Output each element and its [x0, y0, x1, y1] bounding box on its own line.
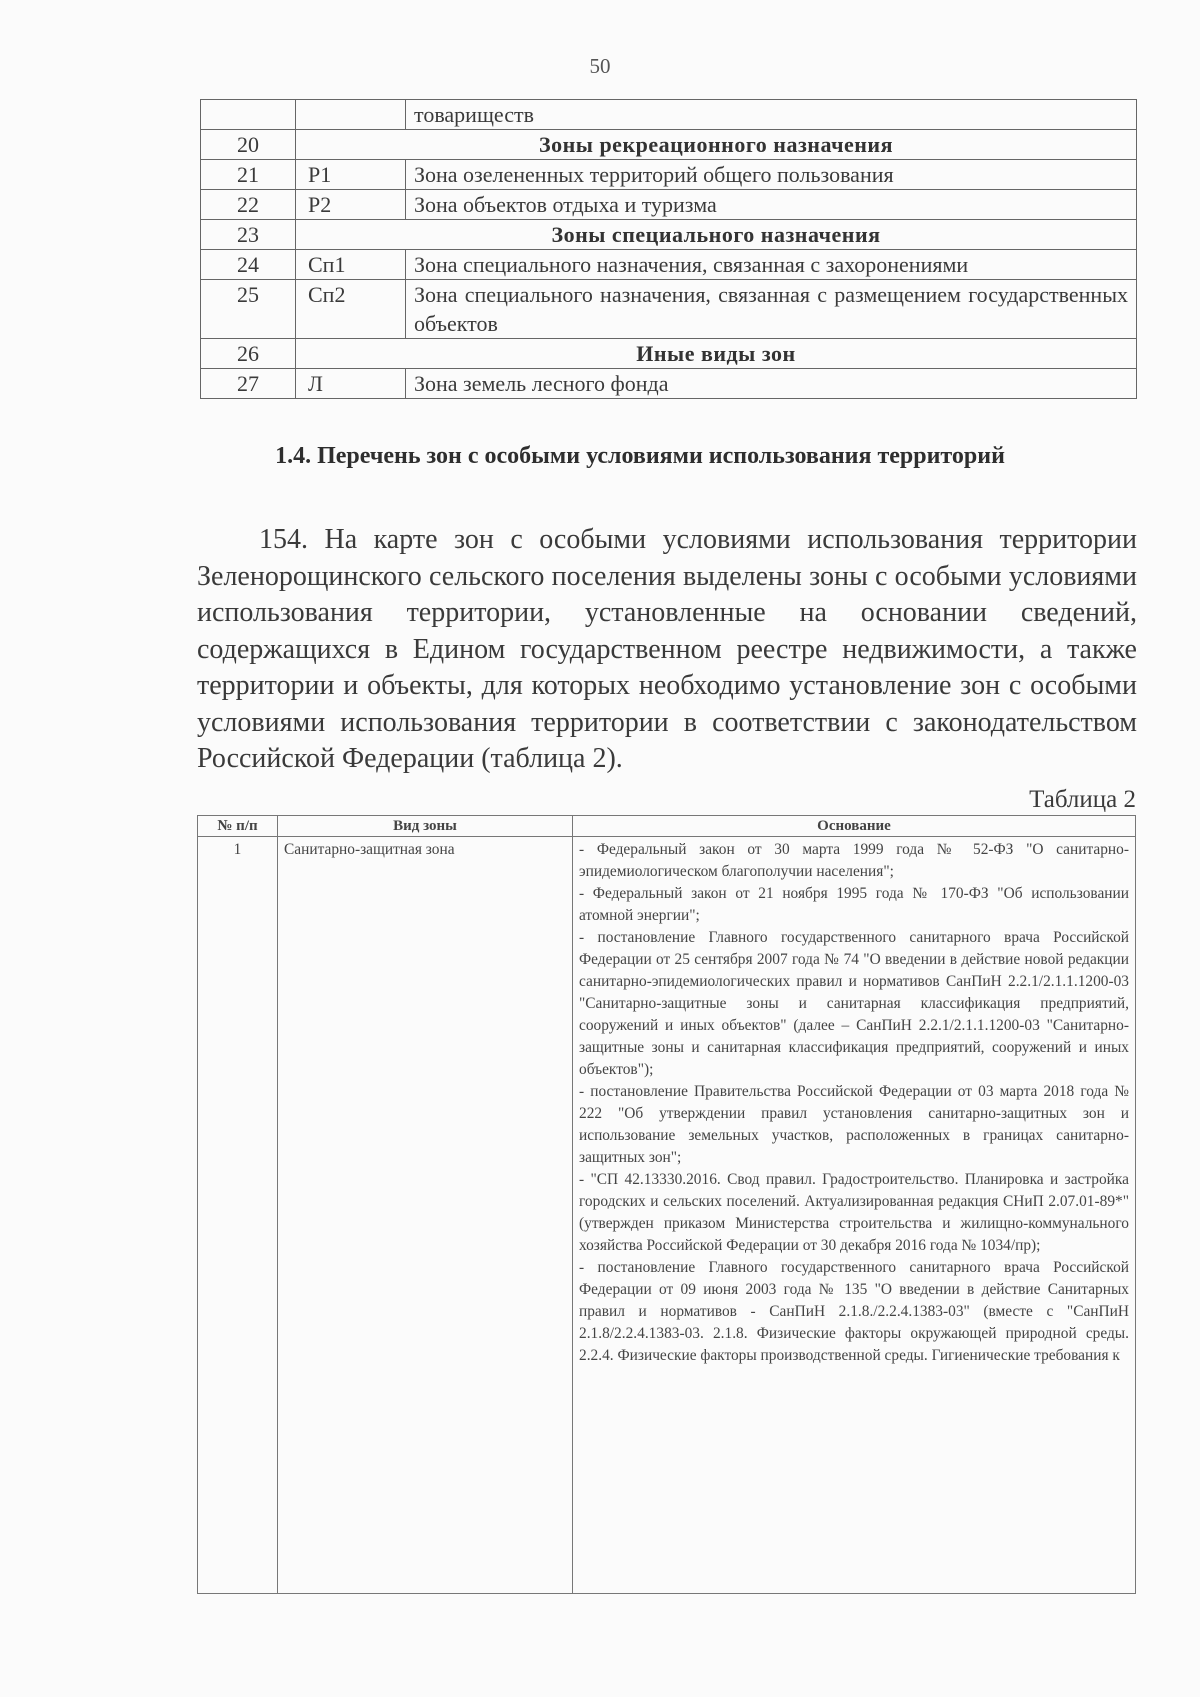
zone-number: 26 — [201, 339, 296, 369]
zone-code: Р2 — [296, 190, 406, 220]
zone-name: Зона земель лесного фонда — [406, 369, 1137, 399]
basis-item: - постановление Главного государственного санитарного врача Российской Федерации от 09 июня 2003 года № 135 "О введении в действие Санитарных правил и нормативов - СанПиН 2.1.8./2.2.4.1383-03" (вместе с "СанПиН 2.1.8/2.2.4.1383-03. 2.1.8. Физические факторы окружающей природной среды. 2.2.4. Физические факторы производственной среды. Гигиенические требования к — [579, 1259, 1129, 1364]
zone-type: Санитарно-защитная зона — [278, 837, 573, 1594]
zone-code: Сп1 — [296, 250, 406, 280]
zone-row — [201, 190, 1137, 220]
zone-number: 20 — [201, 130, 296, 160]
header-zone-type: Вид зоны — [278, 816, 573, 837]
basis-cell — [573, 837, 1136, 1594]
zone-number: 21 — [201, 160, 296, 190]
zone-number — [201, 100, 296, 130]
zone-code — [296, 100, 406, 130]
basis-item: - Федеральный закон от 30 марта 1999 года № 52-ФЗ "О санитарно-эпидемиологическом благополучии населения"; — [579, 841, 1129, 880]
table-header-row — [198, 816, 1136, 837]
zone-row — [201, 100, 1137, 130]
zone-code: Р1 — [296, 160, 406, 190]
basis-item: - Федеральный закон от 21 ноября 1995 года № 170-ФЗ "Об использовании атомной энергии"; — [579, 885, 1129, 924]
page-number: 50 — [589, 54, 611, 78]
zone-group-title: Иные виды зон — [296, 339, 1137, 369]
header-number: № п/п — [198, 816, 278, 837]
zone-number: 24 — [201, 250, 296, 280]
zone-number: 22 — [201, 190, 296, 220]
table-caption: Таблица 2 — [1029, 786, 1136, 813]
zone-group-row — [201, 220, 1137, 250]
zone-row — [201, 160, 1137, 190]
zones-table-body — [201, 100, 1137, 399]
zone-name: товариществ — [406, 100, 1137, 130]
section-heading: 1.4. Перечень зон с особыми условиями использования территорий — [275, 443, 1005, 469]
header-basis: Основание — [573, 816, 1136, 837]
restricted-zones-table — [197, 815, 1136, 1594]
zone-group-row — [201, 130, 1137, 160]
zone-number: 23 — [201, 220, 296, 250]
zone-group-row — [201, 339, 1137, 369]
basis-item: - постановление Главного государственного санитарного врача Российской Федерации от 25 сентября 2007 года № 74 "О введении в действие новой редакции санитарно-эпидемиологических правил и нормативов СанПиН 2.2.1/2.1.1.1200-03 "Санитарно-защитные зоны и санитарная классификация предприятий, сооружений и иных объектов" (далее – СанПиН 2.2.1/2.1.1.1200-03 "Санитарно-защитные зоны и санитарная классификация предприятий, сооружений и иных объектов"); — [579, 929, 1129, 1078]
zone-number: 25 — [201, 280, 296, 339]
zone-row — [201, 369, 1137, 399]
basis-item: - "СП 42.13330.2016. Свод правил. Градостроительство. Планировка и застройка городских и сельских поселений. Актуализированная редакция СНиП 2.07.01-89*" (утвержден приказом Министерства строительства и жилищно-коммунального хозяйства Российской Федерации от 30 декабря 2016 года № 1034/пр); — [579, 1171, 1129, 1254]
basis-item: - постановление Правительства Российской Федерации от 03 марта 2018 года № 222 "Об утверждении правил установления санитарно-защитных зон и использование земельных участков, расположенных в границах санитарно-защитных зон"; — [579, 1083, 1129, 1166]
zone-name: Зона специального назначения, связанная с захоронениями — [406, 250, 1137, 280]
zone-row — [201, 280, 1137, 339]
zone-group-title: Зоны специального назначения — [296, 220, 1137, 250]
zone-group-title: Зоны рекреационного назначения — [296, 130, 1137, 160]
body-paragraph: 154. На карте зон с особыми условиями использования территории Зеленорощинского сельского поселения выделены зоны с особыми условиями использования территории, установленные на основании сведений, содержащихся в Едином государственном реестре недвижимости, а также территории и объекты, для которых необходимо установление зон с особыми условиями использования территории в соответствии с законодательством Российской Федерации (таблица 2). — [197, 524, 1137, 774]
zones-table — [200, 99, 1137, 399]
table-row — [198, 837, 1136, 1594]
zone-row — [201, 250, 1137, 280]
zone-code: Сп2 — [296, 280, 406, 339]
zone-number: 27 — [201, 369, 296, 399]
row-number: 1 — [198, 837, 278, 1594]
zone-name: Зона специального назначения, связанная с размещением государственных объектов — [406, 280, 1137, 339]
zone-code: Л — [296, 369, 406, 399]
restricted-zones-table-body — [198, 837, 1136, 1594]
zone-name: Зона озелененных территорий общего пользования — [406, 160, 1137, 190]
zone-name: Зона объектов отдыха и туризма — [406, 190, 1137, 220]
